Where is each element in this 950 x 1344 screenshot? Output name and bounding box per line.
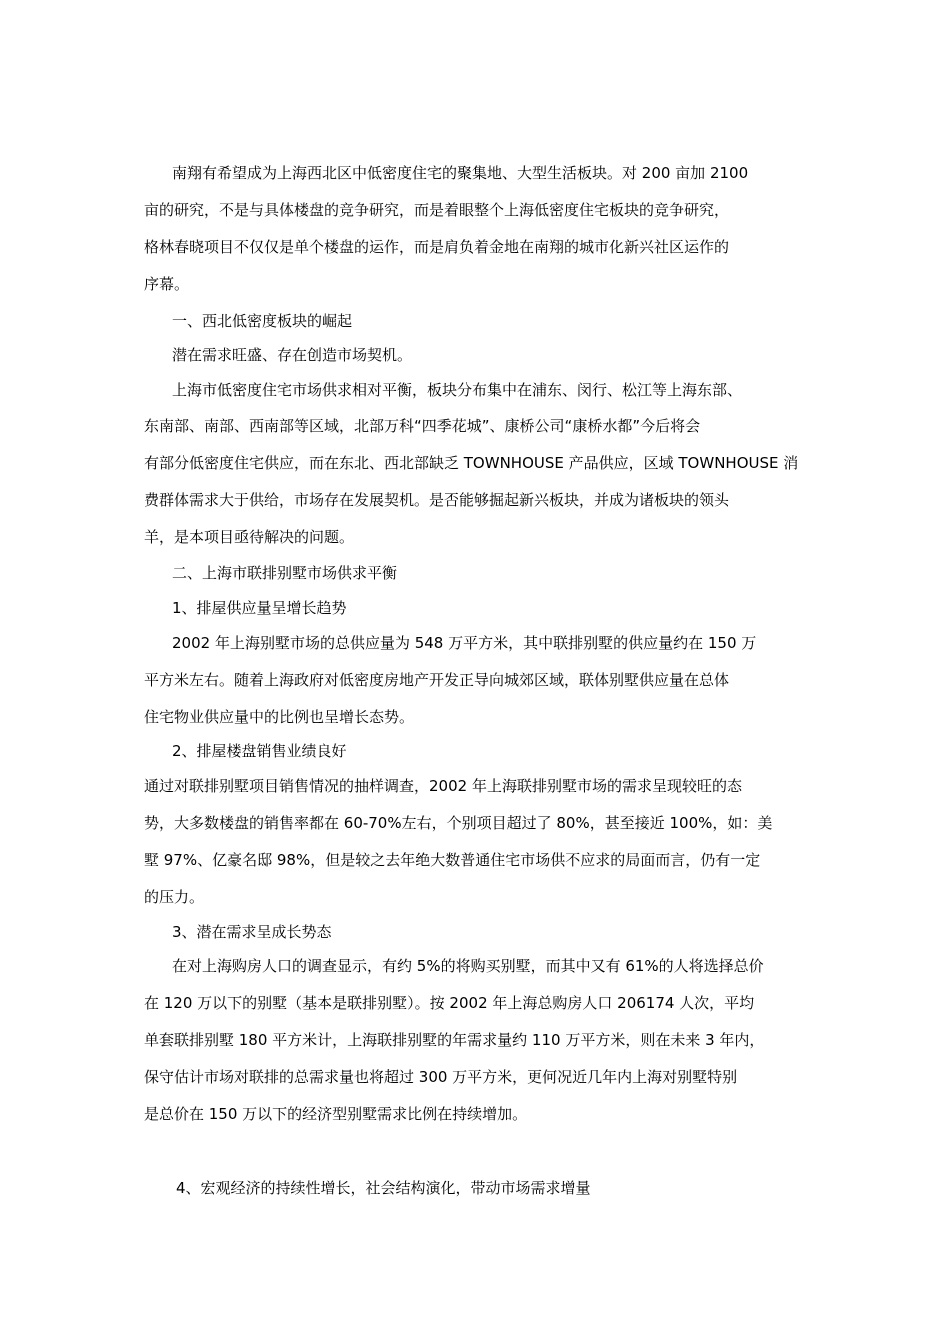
- paragraph-line: 势，大多数楼盘的销售率都在 60-70%左右，个别项目超过了 80%，甚至接近 100%，如：美: [144, 814, 773, 832]
- paragraph-line: 有部分低密度住宅供应，而在东北、西北部缺乏 TOWNHOUSE 产品供应，区域 TOWNHOUSE 消: [144, 454, 799, 472]
- section-heading: 一、西北低密度板块的崛起: [172, 312, 353, 330]
- section-heading: 二、上海市联排别墅市场供求平衡: [172, 564, 398, 582]
- paragraph-line: 南翔有希望成为上海西北区中低密度住宅的聚集地、大型生活板块。对 200 亩加 2100: [172, 164, 749, 182]
- paragraph-line: 在 120 万以下的别墅（基本是联排别墅）。按 2002 年上海总购房人口 206174 人次，平均: [144, 994, 755, 1012]
- paragraph-line: 单套联排别墅 180 平方米计，上海联排别墅的年需求量约 110 万平方米，则在未来 3 年内，: [144, 1031, 765, 1049]
- paragraph-line: 东南部、南部、西南部等区域，北部万科“四季花城”、康桥公司“康桥水都”今后将会: [144, 417, 701, 435]
- subsection-heading: 1、排屋供应量呈增长趋势: [172, 599, 347, 617]
- subsection-heading: 4、宏观经济的持续性增长，社会结构演化，带动市场需求增量: [176, 1179, 591, 1197]
- paragraph-line: 保守估计市场对联排的总需求量也将超过 300 万平方米，更何况近几年内上海对别墅特别: [144, 1068, 738, 1086]
- paragraph-line: 格林春晓项目不仅仅是单个楼盘的运作，而是肩负着金地在南翔的城市化新兴社区运作的: [144, 238, 730, 256]
- subsection-heading: 3、潜在需求呈成长势态: [172, 923, 332, 941]
- paragraph-line: 通过对联排别墅项目销售情况的抽样调查，2002 年上海联排别墅市场的需求呈现较旺的态: [144, 777, 742, 795]
- paragraph-line: 费群体需求大于供给，市场存在发展契机。是否能够掘起新兴板块，并成为诸板块的领头: [144, 491, 730, 509]
- paragraph-line: 潜在需求旺盛、存在创造市场契机。: [172, 346, 413, 364]
- paragraph-line: 在对上海购房人口的调查显示，有约 5%的将购买别墅，而其中又有 61%的人将选择总价: [172, 957, 764, 975]
- paragraph-line: 羊，是本项目亟待解决的问题。: [144, 528, 355, 546]
- paragraph-line: 的压力。: [144, 888, 205, 906]
- paragraph-line: 是总价在 150 万以下的经济型别墅需求比例在持续增加。: [144, 1105, 528, 1123]
- subsection-heading: 2、排屋楼盘销售业绩良好: [172, 742, 347, 760]
- paragraph-line: 墅 97%、亿豪名邸 98%，但是较之去年绝大数普通住宅市场供不应求的局面而言，仍有一定: [144, 851, 761, 869]
- paragraph-line: 2002 年上海别墅市场的总供应量为 548 万平方米，其中联排别墅的供应量约在 150 万: [172, 634, 757, 652]
- paragraph-line: 上海市低密度住宅市场供求相对平衡，板块分布集中在浦东、闵行、松江等上海东部、: [172, 381, 743, 399]
- paragraph-line: 序幕。: [144, 275, 190, 293]
- paragraph-line: 住宅物业供应量中的比例也呈增长态势。: [144, 708, 415, 726]
- paragraph-line: 亩的研究，不是与具体楼盘的竞争研究，而是着眼整个上海低密度住宅板块的竞争研究，: [144, 201, 730, 219]
- paragraph-line: 平方米左右。随着上海政府对低密度房地产开发正导向城郊区域，联体别墅供应量在总体: [144, 671, 730, 689]
